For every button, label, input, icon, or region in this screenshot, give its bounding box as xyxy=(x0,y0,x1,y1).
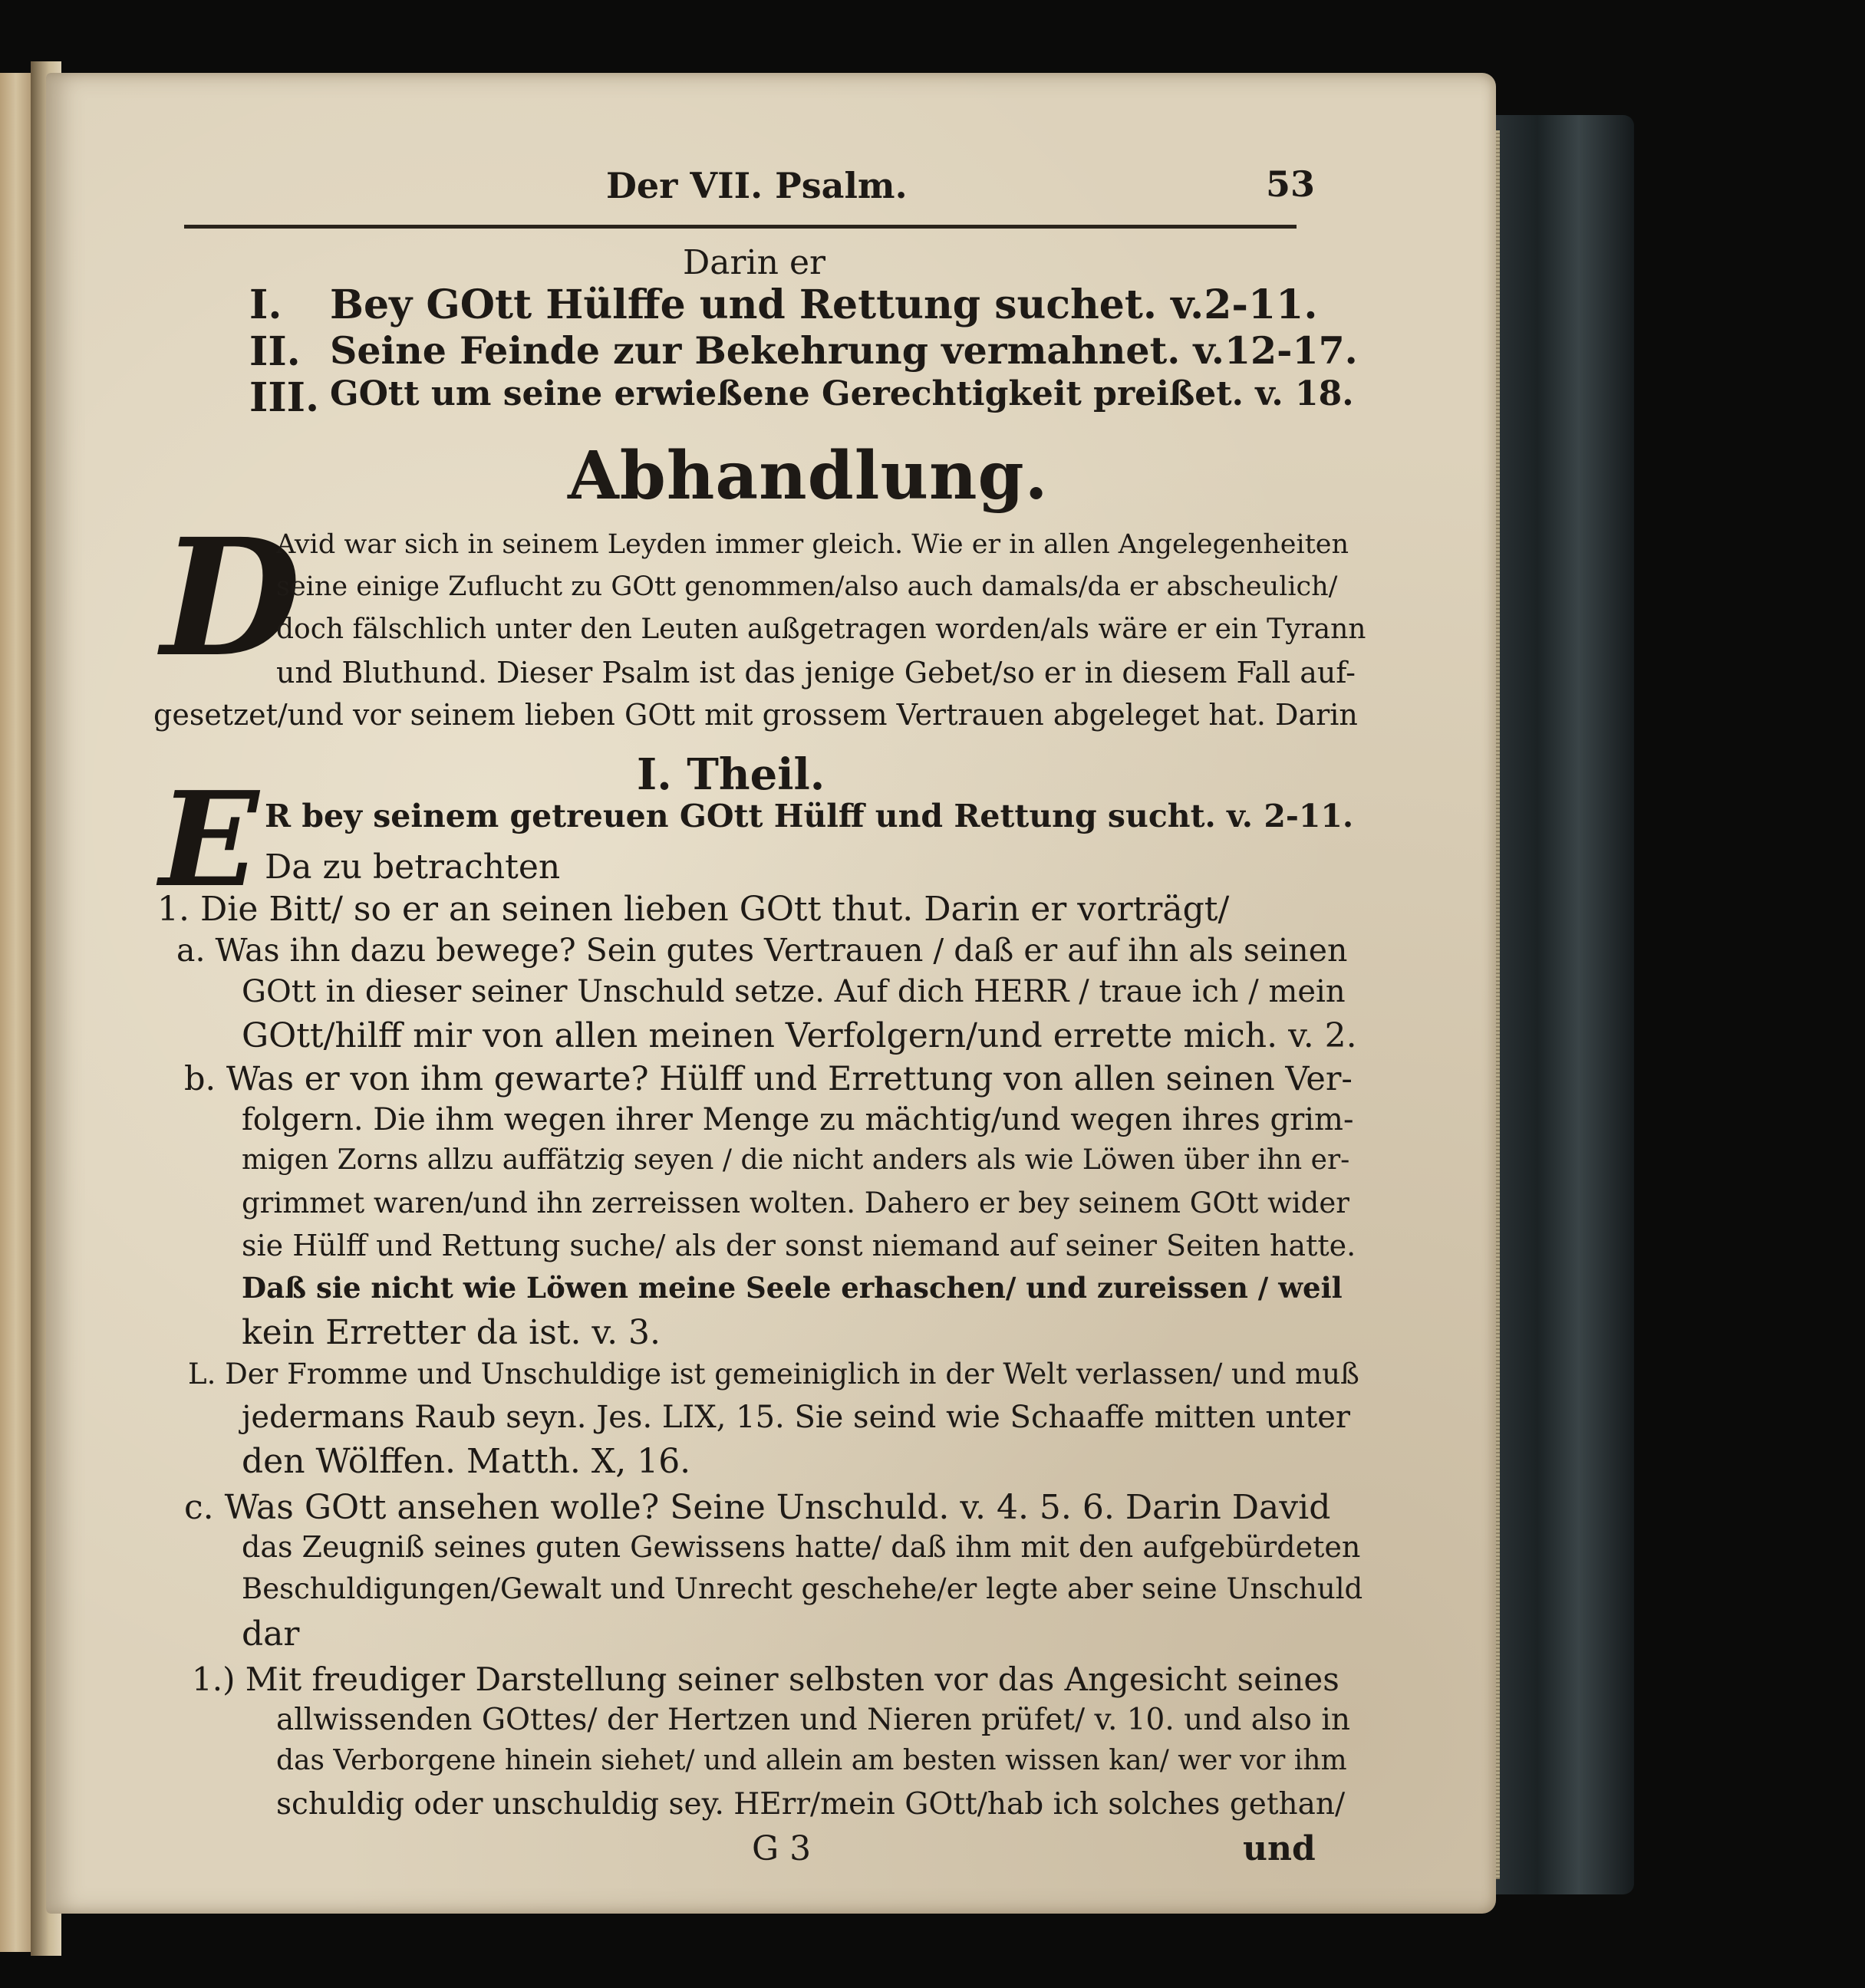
summary-item-num: II. xyxy=(249,328,301,375)
section-title: Abhandlung. xyxy=(568,437,1049,515)
text-line: GOtt in dieser seiner Unschuld setze. Auf dich HERR / traue ich / mein xyxy=(242,974,1346,1009)
text-line: migen Zorns allzu auffätzig seyen / die nicht anders als wie Löwen über ihn er- xyxy=(242,1144,1350,1176)
text-line: sie Hülff und Rettung suche/ als der sonst niemand auf seiner Seiten hatte. xyxy=(242,1229,1356,1262)
text-line: c. Was GOtt ansehen wolle? Seine Unschuld. v. 4. 5. 6. Darin David xyxy=(184,1488,1331,1527)
text-line: Beschuldigungen/Gewalt und Unrecht geschehe/er legte aber seine Unschuld xyxy=(242,1572,1363,1605)
text-line: den Wölffen. Matth. X, 16. xyxy=(242,1442,691,1481)
text-line: GOtt/hilff mir von allen meinen Verfolgern/und errette mich. v. 2. xyxy=(242,1016,1357,1055)
text-line: folgern. Die ihm wegen ihrer Menge zu mächtig/und wegen ihres grim- xyxy=(242,1102,1354,1137)
text-line: kein Erretter da ist. v. 3. xyxy=(242,1313,661,1352)
text-line: allwissenden GOttes/ der Hertzen und Nieren prüfet/ v. 10. und also in xyxy=(276,1703,1350,1737)
summary-item-text: GOtt um seine erwießene Gerechtigkeit preißet. v. 18. xyxy=(330,374,1354,413)
decorated-initial-d: D xyxy=(161,503,301,693)
text-line: das Zeugniß seines guten Gewissens hatte/ daß ihm mit den aufgebürdeten xyxy=(242,1530,1361,1564)
text-line: Avid war sich in seinem Leyden immer gleich. Wie er in allen Angelegenheiten xyxy=(276,529,1349,560)
part-heading: R bey seinem getreuen GOtt Hülff und Rettung sucht. v. 2-11. xyxy=(265,798,1354,834)
decorated-initial-e: E xyxy=(159,763,259,917)
text-line: grimmet waren/und ihn zerreissen wolten. Dahero er bey seinem GOtt wider xyxy=(242,1187,1349,1219)
text-line: 1.) Mit freudiger Darstellung seiner selbsten vor das Angesicht seines xyxy=(192,1661,1339,1698)
text-line: 1. Die Bitt/ so er an seinen lieben GOtt thut. Darin er vorträgt/ xyxy=(157,890,1230,929)
part-title: I. Theil. xyxy=(637,749,825,800)
part-subheading: Da zu betrachten xyxy=(265,848,561,887)
catchword: und xyxy=(1243,1829,1316,1868)
summary-item-text: Seine Feinde zur Bekehrung vermahnet. v.12-17. xyxy=(330,328,1358,373)
text-line: seine einige Zuflucht zu GOtt genommen/also auch damals/da er abscheulich/ xyxy=(276,571,1338,602)
summary-intro: Darin er xyxy=(683,243,826,282)
summary-item-num: III. xyxy=(249,374,320,421)
text-line: a. Was ihn dazu bewege? Sein gutes Vertrauen / daß er auf ihn als seinen xyxy=(176,932,1348,969)
text-line: doch fälschlich unter den Leuten außgetragen worden/als wäre er ein Tyrann xyxy=(276,614,1366,645)
text-line: b. Was er von ihm gewarte? Hülff und Errettung von allen seinen Ver- xyxy=(184,1060,1353,1098)
book-cover xyxy=(1496,115,1634,1894)
book-page xyxy=(46,73,1496,1914)
header-rule xyxy=(184,225,1297,229)
summary-item-num: I. xyxy=(249,281,282,328)
summary-item-text: Bey GOtt Hülffe und Rettung suchet. v.2-11. xyxy=(330,281,1318,328)
text-line: jedermans Raub seyn. Jes. LIX, 15. Sie seind wie Schaaffe mitten unter xyxy=(242,1400,1351,1435)
text-line: schuldig oder unschuldig sey. HErr/mein GOtt/hab ich solches gethan/ xyxy=(276,1787,1346,1822)
text-line: gesetzet/und vor seinem lieben GOtt mit grossem Vertrauen abgeleget hat. Darin xyxy=(153,698,1358,732)
signature-mark: G 3 xyxy=(752,1829,812,1868)
running-title: Der VII. Psalm. xyxy=(606,165,908,206)
text-line: und Bluthund. Dieser Psalm ist das jenige Gebet/so er in diesem Fall auf- xyxy=(276,656,1356,690)
text-line: L. Der Fromme und Unschuldige ist gemeiniglich in der Welt verlassen/ und muß xyxy=(188,1358,1359,1391)
text-line: das Verborgene hinein siehet/ und allein am besten wissen kan/ wer vor ihm xyxy=(276,1745,1347,1776)
text-line: dar xyxy=(242,1614,300,1654)
page-number: 53 xyxy=(1266,163,1316,205)
text-line: Daß sie nicht wie Löwen meine Seele erhaschen/ und zureissen / weil xyxy=(242,1271,1343,1305)
